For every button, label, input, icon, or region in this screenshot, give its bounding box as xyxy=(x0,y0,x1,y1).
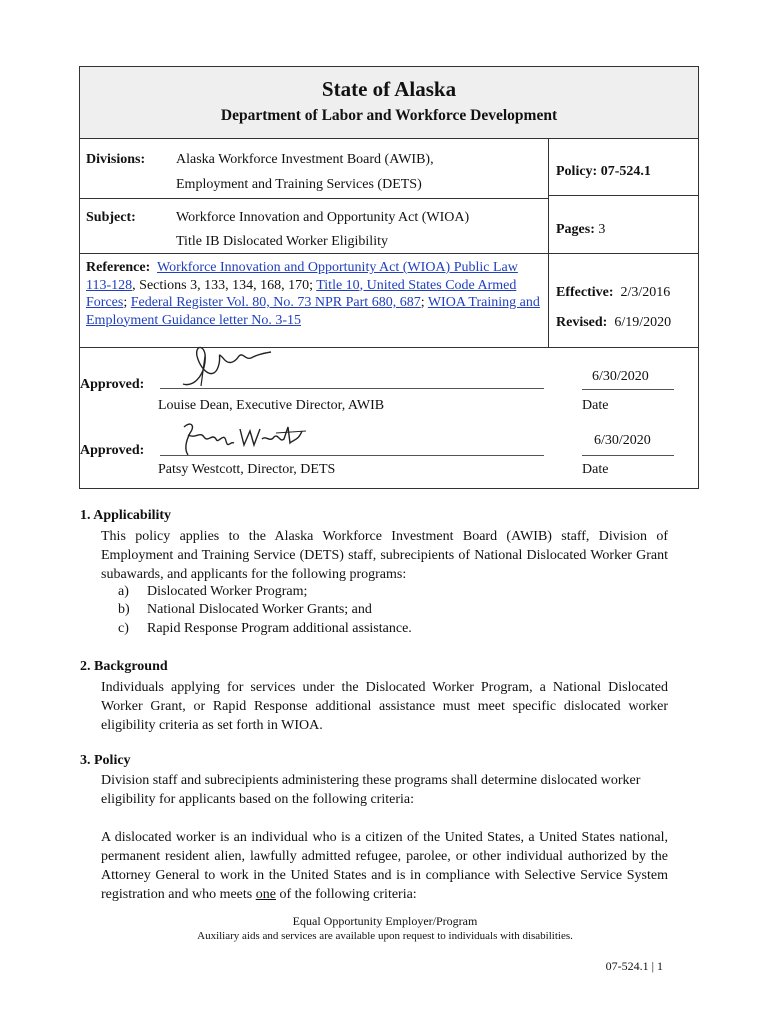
signature-louise-dean xyxy=(175,342,285,392)
department-title: Department of Labor and Workforce Development xyxy=(220,107,558,124)
section-2-heading: 2. Background xyxy=(80,659,168,674)
criteria-emphasis: one xyxy=(255,887,276,902)
section-2-paragraph: Individuals applying for services under the Dislocated Worker Program, a National Dislocated Worker Grant, or Rapid Response additional assistance must meet specific dislocated worker eligibility criteria as set forth in WIOA. xyxy=(101,680,668,733)
row-divider-right xyxy=(548,195,698,196)
revised-date xyxy=(556,315,671,331)
subject-label: Subject: xyxy=(86,210,136,225)
list-item-text: Dislocated Worker Program; xyxy=(147,584,308,599)
signature-line-2 xyxy=(160,455,544,456)
reference-separator: ; xyxy=(420,295,428,310)
footer-eoe: Equal Opportunity Employer/Program xyxy=(292,914,478,928)
divisions-line-1: Alaska Workforce Investment Board (AWIB), xyxy=(176,152,434,167)
approver-1-name: Louise Dean, Executive Director, AWIB xyxy=(158,398,385,413)
wioa-public-law-link[interactable]: Workforce Innovation and Opportunity Act (WIOA) Public Law 113-128 xyxy=(86,260,518,293)
state-title: State of Alaska xyxy=(321,77,457,101)
row-divider xyxy=(80,253,698,254)
subject-line-2: Title IB Dislocated Worker Eligibility xyxy=(176,234,388,249)
policy-label: Policy: xyxy=(556,164,598,179)
date-label-1: Date xyxy=(582,398,609,413)
title-band xyxy=(80,67,698,139)
criteria-text: A dislocated worker is an individual who is a citizen of the United States, a United States national, permanent resident alien, lawfully admitted refugee, parolee, or other individual authorized by the Attorney General to work in the United States and is in compliance with Selective Service System registration and who meets xyxy=(101,830,668,902)
date-line-1 xyxy=(582,389,674,390)
reference-separator: ; xyxy=(123,295,131,310)
section-3-paragraph-1: Division staff and subrecipients administering these programs shall determine dislocated worker eligibility for applicants based on the following criteria: xyxy=(101,773,641,807)
federal-register-link[interactable]: Federal Register Vol. 80, No. 73 NPR Part 680, 687 xyxy=(130,295,421,310)
revised-label: Revised: xyxy=(556,315,608,330)
row-divider xyxy=(80,198,548,199)
footer-auxiliary-aids: Auxiliary aids and services are available upon request to individuals with disabilities. xyxy=(197,930,573,942)
pages-count xyxy=(556,222,605,238)
reference-text: , Sections 3, 133, 134, 168, 170; xyxy=(132,277,317,293)
criteria-text-end: of the following criteria: xyxy=(275,887,417,902)
title-10-usc-link[interactable]: Title 10, United States Code Armed Forces xyxy=(86,277,517,310)
section-1-heading: 1. Applicability xyxy=(80,508,172,523)
pages-value: 3 xyxy=(598,222,606,237)
policy-header-table xyxy=(79,66,699,489)
divisions-line-2: Employment and Training Services (DETS) xyxy=(176,177,422,192)
date-label-2: Date xyxy=(582,462,609,477)
list-item-marker: b) xyxy=(118,602,130,617)
wioa-tegl-link[interactable]: WIOA Training and Employment Guidance letter No. 3-15 xyxy=(86,295,540,328)
list-item-marker: a) xyxy=(118,584,129,599)
policy-value: 07-524.1 xyxy=(600,164,651,179)
signature-patsy-westcott xyxy=(180,419,310,459)
effective-label: Effective: xyxy=(556,285,614,300)
effective-value: 2/3/2016 xyxy=(620,285,671,300)
effective-date xyxy=(556,285,670,301)
approver-2-name: Patsy Westcott, Director, DETS xyxy=(158,462,336,477)
policy-number xyxy=(556,164,651,180)
approver-1-date: 6/30/2020 xyxy=(592,369,649,384)
subject-line-1: Workforce Innovation and Opportunity Act (WIOA) xyxy=(176,210,470,225)
section-1-paragraph: This policy applies to the Alaska Workforce Investment Board (AWIB) staff, Division of Employment and Training Service (DETS) staff, subrecipients of National Dislocated Worker Grant subawards, and applicants for the following programs: xyxy=(101,529,668,582)
reference-block xyxy=(86,259,546,329)
list-item-marker: c) xyxy=(118,621,129,636)
signature-line-1 xyxy=(160,388,544,389)
column-divider xyxy=(548,138,549,347)
approved-label-2: Approved: xyxy=(80,443,145,458)
section-3-heading: 3. Policy xyxy=(80,753,131,768)
reference-label: Reference: xyxy=(86,260,151,275)
page-number: 07-524.1 | 1 xyxy=(605,959,663,973)
row-divider xyxy=(80,347,698,348)
approver-2-date: 6/30/2020 xyxy=(594,433,651,448)
list-item-text: Rapid Response Program additional assistance. xyxy=(147,621,412,636)
list-item-text: National Dislocated Worker Grants; and xyxy=(147,602,372,617)
approved-label-1: Approved: xyxy=(80,377,145,392)
revised-value: 6/19/2020 xyxy=(614,315,672,330)
date-line-2 xyxy=(582,455,674,456)
pages-label: Pages: xyxy=(556,222,595,237)
divisions-label: Divisions: xyxy=(86,152,146,167)
section-3-paragraph-2 xyxy=(101,828,668,904)
